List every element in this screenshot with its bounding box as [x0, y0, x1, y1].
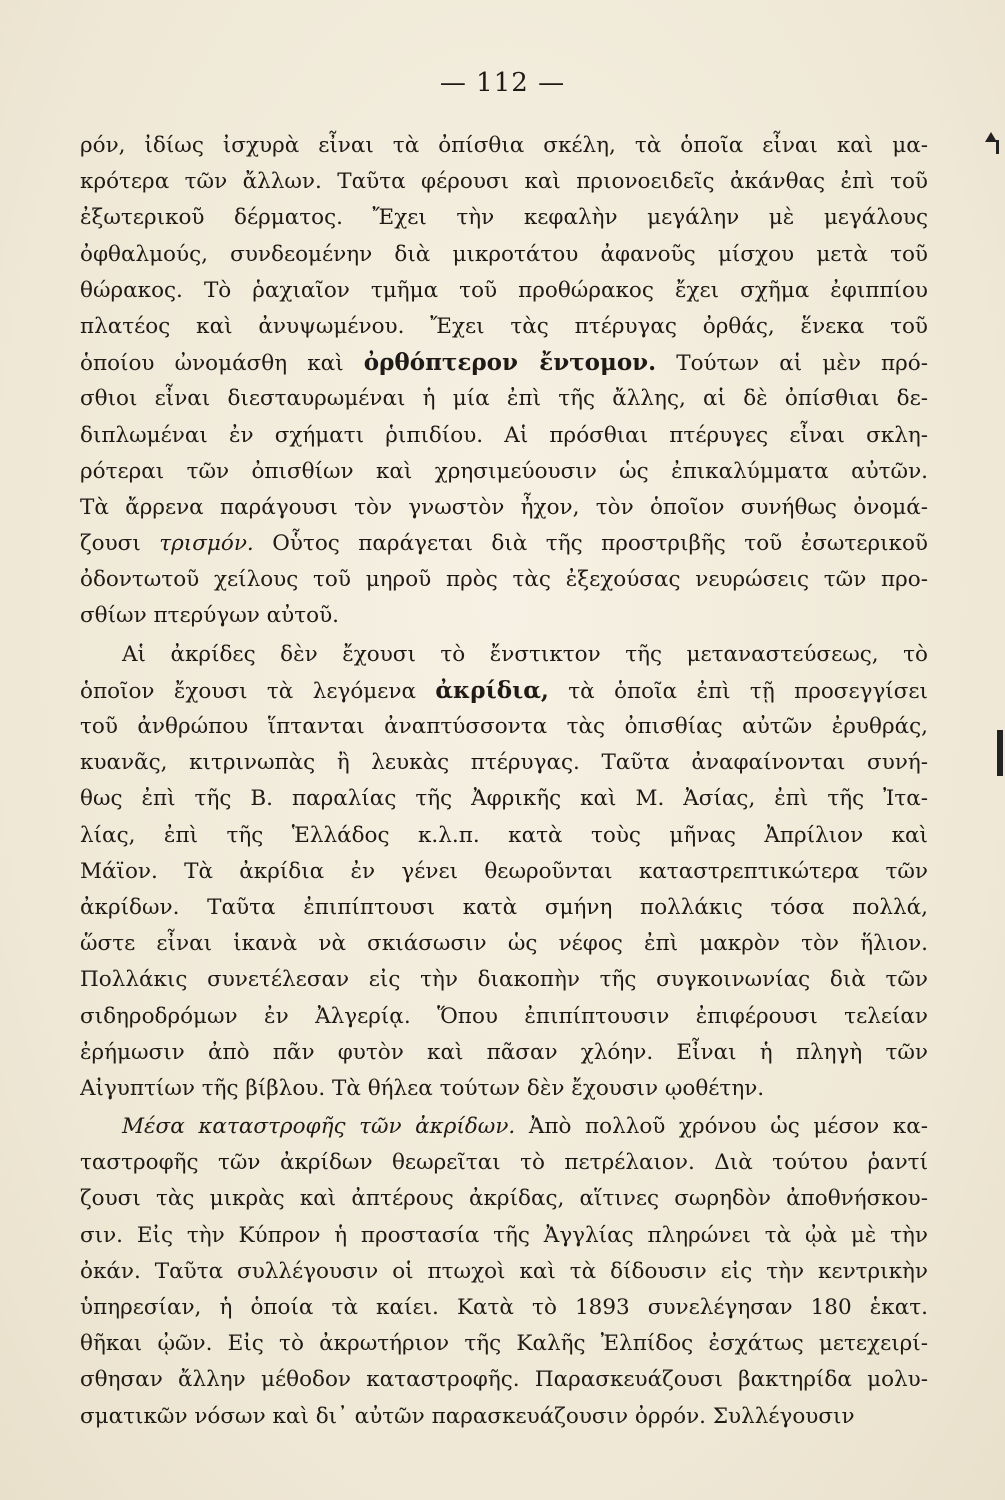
page-number: — 112 — [439, 68, 566, 98]
paragraph [80, 128, 928, 635]
margin-mark-icon [997, 730, 1003, 776]
italic-term: Μέσα καταστροφῆς τῶν ἀκρίδων. [122, 1114, 516, 1140]
text-line [80, 854, 928, 890]
body-text [80, 128, 928, 1435]
text-line [80, 962, 928, 998]
text-segment: ζουσι τὰς μικρὰς καὶ ἀπτέρους ἀκρίδας, αἵτινες σωρηδὸν ἀποθνήσκου- [80, 1186, 928, 1212]
text-segment: σιν. Εἰς τὴν Κύπρον ἡ προστασία τῆς Ἀγγλίας πληρώνει τὰ ᾠὰ μὲ τὴν [80, 1222, 928, 1248]
text-line [80, 1071, 928, 1107]
text-line [80, 1035, 928, 1071]
text-line [80, 1109, 928, 1145]
text-line [80, 673, 928, 709]
text-segment: σιδηροδρόμων ἐν Ἀλγερίᾳ. Ὅπου ἐπιπίπτουσιν ἐπιφέρουσι τελείαν [80, 1003, 928, 1029]
text-segment: Πολλάκις συνετέλεσαν εἰς τὴν διακοπὴν τῆς συγκοινωνίας διὰ τῶν [80, 967, 928, 993]
text-segment: Τούτων αἱ μὲν πρό- [656, 351, 928, 377]
text-line [80, 709, 928, 745]
text-line [80, 1218, 928, 1254]
text-line [80, 345, 928, 381]
text-segment: κρότερα τῶν ἄλλων. Ταῦτα φέρουσι καὶ πριονοειδεῖς ἀκάνθας ἐπὶ τοῦ [80, 169, 928, 195]
text-segment: ζουσι [80, 531, 160, 557]
text-segment: τοῦ ἀνθρώπου ἵπτανται ἀναπτύσσοντα τὰς ὀπισθίας αὐτῶν ἐρυθράς, [80, 714, 928, 739]
text-segment: Μάϊον. Τὰ ἀκρίδια ἐν γένει θεωροῦνται καταστρεπτικώτερα τῶν [80, 858, 928, 884]
text-segment: ὥστε εἶναι ἱκανὰ νὰ σκιάσωσιν ὡς νέφος ἐπὶ μακρὸν τὸν ἥλιον. [80, 931, 928, 957]
text-line [80, 273, 928, 309]
text-line [80, 1399, 928, 1435]
text-segment: ὁποίου ὠνομάσθη καὶ [80, 351, 364, 377]
text-line [80, 200, 928, 236]
text-segment: ὁποῖον ἔχουσι τὰ λεγόμενα [80, 678, 436, 704]
text-segment: Αἰγυπτίων τῆς βίβλου. Τὰ θήλεα τούτων δὲν ἔχουσιν ῳοθέτην. [80, 1075, 765, 1101]
text-segment: Οὗτος παράγεται διὰ τῆς προστριβῆς τοῦ ἐσωτερικοῦ [253, 531, 928, 557]
text-line [80, 128, 928, 164]
text-line [80, 637, 928, 673]
text-line [80, 598, 928, 634]
text-line [80, 237, 928, 273]
paragraph [80, 1109, 928, 1435]
text-line [80, 926, 928, 962]
text-segment: Ἀπὸ πολλοῦ χρόνου ὡς μέσον κα- [515, 1114, 928, 1140]
text-line [80, 454, 928, 490]
text-line [80, 526, 928, 562]
text-line [80, 418, 928, 454]
text-segment: σθίων πτερύγων αὐτοῦ. [80, 603, 339, 629]
text-segment: λίας, ἐπὶ τῆς Ἑλλάδος κ.λ.π. κατὰ τοὺς μῆνας Ἀπρίλιον καὶ [80, 822, 928, 848]
text-segment: θως ἐπὶ τῆς Β. παραλίας τῆς Ἀφρικῆς καὶ Μ. Ἀσίας, ἐπὶ τῆς Ἰτα- [80, 786, 928, 812]
text-segment: τὰ ὁποῖα ἐπὶ τῇ προσεγγίσει [548, 678, 928, 704]
text-segment: σθησαν ἄλλην μέθοδον καταστροφῆς. Παρασκευάζουσι βακτηρίδα μολυ- [80, 1367, 928, 1393]
text-segment: θώρακος. Τὸ ῥαχιαῖον τμῆμα τοῦ προθώρακος ἔχει σχῆμα ἐφιππίου [80, 277, 928, 303]
text-segment: ὑπηρεσίαν, ἡ ὁποία τὰ καίει. Κατὰ τὸ 1893 συνελέγησαν 180 ἑκατ. [80, 1295, 928, 1320]
text-segment: διπλωμέναι ἐν σχήματι ῥιπιδίου. Αἱ πρόσθιαι πτέρυγες εἶναι σκλη- [80, 422, 928, 448]
text-segment: ὀφθαλμούς, συνδεομένην διὰ μικροτάτου ἀφανοῦς μίσχου μετὰ τοῦ [80, 241, 928, 267]
text-segment: σθιοι εἶναι διεσταυρωμέναι ἡ μία ἐπὶ τῆς ἄλλης, αἱ δὲ ὀπίσθιαι δε- [80, 386, 928, 412]
text-segment: κυανᾶς, κιτρινωπὰς ἢ λευκὰς πτέρυγας. Ταῦτα ἀναφαίνονται συνή- [80, 750, 928, 776]
bold-term: ἀκρίδια, [435, 676, 549, 704]
bold-term: ὀρθόπτερον ἔντομον. [363, 349, 657, 377]
text-line [80, 999, 928, 1035]
text-line [80, 745, 928, 781]
text-segment: ἐξωτερικοῦ δέρματος. Ἔχει τὴν κεφαλὴν μεγάλην μὲ μεγάλους [80, 205, 928, 231]
text-line [80, 1181, 928, 1217]
text-line [80, 490, 928, 526]
text-segment: ταστροφῆς τῶν ἀκρίδων θεωρεῖται τὸ πετρέλαιον. Διὰ τούτου ῥαντί [80, 1150, 928, 1176]
text-line [80, 1145, 928, 1181]
text-line [80, 890, 928, 926]
text-segment: ὀδοντωτοῦ χείλους τοῦ μηροῦ πρὸς τὰς ἐξεχούσας νευρώσεις τῶν προ- [80, 567, 928, 593]
text-line [80, 309, 928, 345]
text-segment: Αἱ ἀκρίδες δὲν ἔχουσι τὸ ἔνστικτον τῆς μεταναστεύσεως, τὸ [122, 641, 928, 667]
text-segment: ἀκρίδων. Ταῦτα ἐπιπίπτουσι κατὰ σμήνη πολλάκις τόσα πολλά, [80, 894, 928, 920]
text-line [80, 818, 928, 854]
text-segment: ἐρήμωσιν ἀπὸ πᾶν φυτὸν καὶ πᾶσαν χλόην. Εἶναι ἡ πληγὴ τῶν [80, 1039, 928, 1065]
text-segment: ρόν, ἰδίως ἰσχυρὰ εἶναι τὰ ὀπίσθια σκέλη, τὰ ὁποῖα εἶναι καὶ μα- [80, 133, 928, 158]
text-segment: σματικῶν νόσων καὶ δι᾽ αὐτῶν παρασκευάζουσιν ὀρρόν. Συλλέγουσιν [80, 1403, 855, 1429]
text-segment: πλατέος καὶ ἀνυψωμένου. Ἔχει τὰς πτέρυγας ὀρθάς, ἕνεκα τοῦ [80, 313, 928, 339]
text-segment: θῆκαι ᾠῶν. Εἰς τὸ ἀκρωτήριον τῆς Καλῆς Ἐλπίδος ἐσχάτως μετεχειρί- [80, 1331, 928, 1357]
text-line [80, 1290, 928, 1326]
text-line [80, 562, 928, 598]
text-segment: ρότεραι τῶν ὀπισθίων καὶ χρησιμεύουσιν ὡς ἐπικαλύμματα αὐτῶν. [80, 458, 928, 484]
paragraph [80, 637, 928, 1107]
text-line [80, 164, 928, 200]
text-line [80, 1362, 928, 1398]
italic-term: τρισμόν. [159, 531, 254, 557]
text-line [80, 381, 928, 417]
margin-mark-icon [996, 140, 999, 154]
text-line [80, 1326, 928, 1362]
text-line [80, 1254, 928, 1290]
text-segment: Τὰ ἄρρενα παράγουσι τὸν γνωστὸν ἦχον, τὸν ὁποῖον συνήθως ὀνομά- [80, 494, 928, 520]
text-segment: ὀκάν. Ταῦτα συλλέγουσιν οἱ πτωχοὶ καὶ τὰ δίδουσιν εἰς τὴν κεντρικὴν [80, 1258, 928, 1284]
text-line [80, 781, 928, 817]
